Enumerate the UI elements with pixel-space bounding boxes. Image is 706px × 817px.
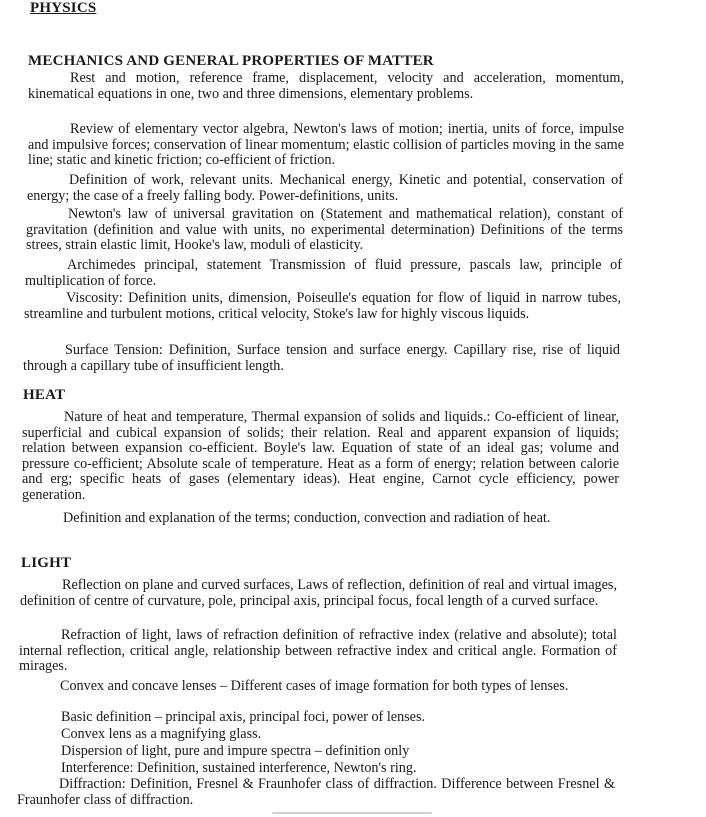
- paragraph: Rest and motion, reference frame, displacement, velocity and acceleration, momentum, kinematical equations in one, two and three dimensions, elementary problems.: [28, 70, 624, 102]
- paragraph: Surface Tension: Definition, Surface tension and surface energy. Capillary rise, rise of liquid through a capillary tube of insufficient length.: [23, 342, 620, 374]
- paragraph: Refraction of light, laws of refraction definition of refractive index (relative and absolute); total internal reflection, critical angle, relationship between refractive index and critical angle. Formation of mirages.: [19, 627, 617, 675]
- list-item: Interference: Definition, sustained interference, Newton's ring.: [61, 760, 417, 776]
- paragraph: Archimedes principal, statement Transmission of fluid pressure, pascals law, principle of multiplication of force.: [25, 257, 622, 289]
- paragraph: Definition and explanation of the terms; conduction, convection and radiation of heat.: [63, 510, 551, 526]
- paragraph: Diffraction: Definition, Fresnel & Fraunhofer class of diffraction. Difference between Fresnel & Fraunhofer class of diffraction.: [17, 776, 615, 808]
- paragraph: Reflection on plane and curved surfaces, Laws of reflection, definition of real and virtual images, definition of centre of curvature, pole, principal axis, principal focus, focal length of a curved surface.: [20, 577, 617, 609]
- page-title: PHYSICS: [30, 0, 97, 16]
- paragraph: Definition of work, relevant units. Mechanical energy, Kinetic and potential, conservation of energy; the case of a freely falling body. Power-definitions, units.: [27, 172, 623, 204]
- section-heading-mechanics: MECHANICS AND GENERAL PROPERTIES OF MATTER: [28, 53, 434, 69]
- list-item: Dispersion of light, pure and impure spectra – definition only: [61, 743, 410, 759]
- list-item: Basic definition – principal axis, principal foci, power of lenses.: [61, 709, 426, 725]
- section-heading-light: LIGHT: [21, 555, 72, 571]
- paragraph: Review of elementary vector algebra, Newton's laws of motion; inertia, units of force, impulse and impulsive forces; conservation of linear momentum; elastic collision of particles moving in the same line; static and kinetic friction; co-efficient of friction.: [28, 121, 624, 169]
- section-heading-heat: HEAT: [23, 387, 66, 403]
- page-bottom-edge: [272, 812, 432, 814]
- list-item: Convex lens as a magnifying glass.: [61, 726, 262, 742]
- paragraph: Convex and concave lenses – Different cases of image formation for both types of lenses.: [60, 678, 569, 694]
- paragraph: Viscosity: Definition units, dimension, Poiseulle's equation for flow of liquid in narrow tubes, streamline and turbulent motions, critical velocity, Stoke's law for highly viscous liquids.: [24, 290, 621, 322]
- paragraph: Nature of heat and temperature, Thermal expansion of solids and liquids.: Co-efficient of linear, superficial and cubical expansion of solids; their relation. Real and apparent expansion of liquids; relation between expansion co-efficient. Boyle's law. Equation of state of an ideal gas; volume and pressure co-efficient; Absolute scale of temperature. Heat as a form of energy; relation between calorie and erg; specific heats of gases (elementary ideas). Heat engine, Carnot cycle efficiency, power generation.: [22, 409, 619, 503]
- paragraph: Newton's law of universal gravitation on (Statement and mathematical relation), constant of gravitation (definition and value with units, no experimental determination) Definitions of the terms strees, strain elastic limit, Hooke's law, moduli of elasticity.: [26, 206, 623, 254]
